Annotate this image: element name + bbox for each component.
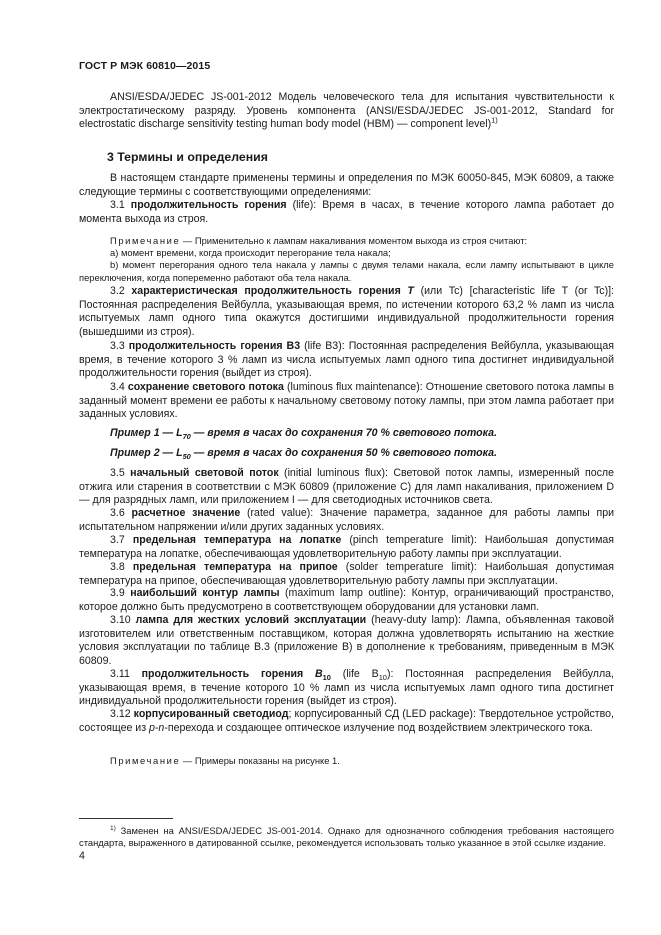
term-name: сохранение светового потока <box>127 381 284 393</box>
term-3-11: 3.11 продолжительность горения $B_{10}$ (life $B_{10}$): Постоянная распределения Вейбулла, указывающая время, в течение которого 10 % ламп из числа испытуемых ламп одного типа достигнет индивидуальной продолжительности горения (выйдет из строя). <box>79 668 614 707</box>
term-name: продолжительность горения <box>141 668 316 680</box>
example-2: Пример 2 — $L_{50}$ — время в часах до сохранения 50 % светового потока. <box>110 447 497 462</box>
note-label: Примечание <box>110 755 181 766</box>
term-3-1: 3.1 продолжительность горения (life): Время в часах, в течение которого лампа работает до момента выхода из строя. <box>79 199 614 225</box>
term-3-12: 3.12 корпусированный светодиод; корпусированный СД (LED package): Твердотельное устройство, состоящее из p-n-перехода и создающее оптическое излучение под воздействием электрического тока. <box>79 708 614 734</box>
term-name: корпусированный светодиод <box>133 708 289 720</box>
term-name: предельная температура на лопатке <box>132 534 342 546</box>
note-item-a: а) момент времени, когда происходит перегорание тела накала; <box>110 247 391 259</box>
footnote-mark: 1) <box>110 824 116 832</box>
term-3-8: 3.8 предельная температура на припое (solder temperature limit): Наибольшая допустимая температура на припое, обеспечивающая удовлетворительную работу лампы при эксплуатации. <box>79 561 614 587</box>
term-name: начальный световой поток <box>130 467 279 479</box>
term-3-4: 3.4 сохранение светового потока (luminous flux maintenance): Отношение светового потока лампы в заданный момент времени ее работы к начальному световому потоку лампы, при этом лампа работает при заданных условиях. <box>79 381 614 420</box>
footnote: $^{1)}$ Заменен на ANSI/ESDA/JEDEC JS-001-2014. Однако для однозначного соблюдения требования настоящего стандарта, выраженного в датированной ссылке, рекомендуется использовать только указанное в этой ссылке издание. <box>79 824 614 849</box>
term-3-5: 3.5 начальный световой поток (initial luminous flux): Световой поток лампы, измеренный после отжига или старения в соответствии с МЭК 60809 (приложение С) для ламп накаливания, приложением D — для разрядных ламп, или приложением I — для светодиодных источников света. <box>79 467 615 506</box>
note-2: Примечание — Примеры показаны на рисунке 1. <box>110 755 340 766</box>
term-name: лампа для жестких условий эксплуатации <box>135 614 367 626</box>
section-title: 3 Термины и определения <box>107 150 268 164</box>
term-3-2: 3.2 характеристическая продолжительность горения T (или Tc) [characteristic life T (or Tc)]: Постоянная распределения Вейбулла, указывающая время, по истечении которого 63,2 % ламп из числа испытуемых ламп одного типа окажутся достигшими индивидуальной продолжительности горения (вышедшими из строя). <box>79 285 614 338</box>
note-label: Примечание <box>110 235 181 246</box>
footnote-mark: 1) <box>491 115 498 125</box>
term-name: продолжительность горения B3 <box>128 340 301 352</box>
term-3-10: 3.10 лампа для жестких условий эксплуатации (heavy-duty lamp): Лампа, объявленная таковой изготовителем или ответственным поставщиком, которая должна удовлетворять испытанию на жесткие условия эксплуатации по таблице В.3 (приложение В) в дополнение к требованиям, приведенным в МЭК 60809. <box>79 614 614 667</box>
section-intro: В настоящем стандарте применены термины и определения по МЭК 60050-845, МЭК 60809, а также следующие термины с соответствующими определениями: <box>79 172 614 198</box>
term-name: характеристическая продолжительность горения <box>131 285 408 297</box>
term-3-6: 3.6 расчетное значение (rated value): Значение параметра, заданное для работы лампы при испытательном напряжении и/или других заданных условиях. <box>79 507 614 533</box>
footnote-divider <box>79 818 173 819</box>
term-name: расчетное значение <box>131 507 241 519</box>
note-item-b: b) момент перегорания одного тела накала у лампы с двумя телами накала, если лампу испытывают в цикле переключения, когда попеременно работают оба тела накала. <box>79 259 614 283</box>
example-1: Пример 1 — $L_{70}$ — время в часах до сохранения 70 % светового потока. <box>110 427 497 442</box>
term-3-3: 3.3 продолжительность горения B3 (life B3): Постоянная распределения Вейбулла, указывающая время, в течение которого 3 % ламп из числа испытуемых ламп одного типа достигнет индивидуальной продолжительности горения (выйдет из строя). <box>79 340 615 379</box>
term-3-9: 3.9 наибольший контур лампы (maximum lamp outline): Контур, ограничивающий пространство, которое должно быть предусмотрено в соответствующем оборудовании для установки ламп. <box>79 587 614 613</box>
reference-paragraph: ANSI/ESDA/JEDEC JS-001-2012 Модель человеческого тела для испытания чувствительности к электростатическому разряду. Уровень компонента (ANSI/ESDA/JEDEC JS-001-2012, Standard for electrostatic discharge sensitivity testing human body model (HBM) — component level)$^{1)}$ <box>79 91 614 130</box>
term-name: продолжительность горения <box>130 199 287 211</box>
note-1: Примечание — Применительно к лампам накаливания моментом выхода из строя считают: а) момент времени, когда происходит перегорание тела накала; b) момент перегорания одного тела накала у лампы с двумя телами накала, если лампу испытывают в цикле переключения, когда попеременно работают оба тела накала. <box>79 235 614 283</box>
page-number: 4 <box>79 850 85 862</box>
term-name: наибольший контур лампы <box>130 587 280 599</box>
document-header: ГОСТ Р МЭК 60810—2015 <box>79 60 211 72</box>
term-3-7: 3.7 предельная температура на лопатке (pinch temperature limit): Наибольшая допустимая температура на лопатке, обеспечивающая удовлетворительную работу лампы при эксплуатации. <box>79 534 614 560</box>
term-name: предельная температура на припое <box>132 561 338 573</box>
